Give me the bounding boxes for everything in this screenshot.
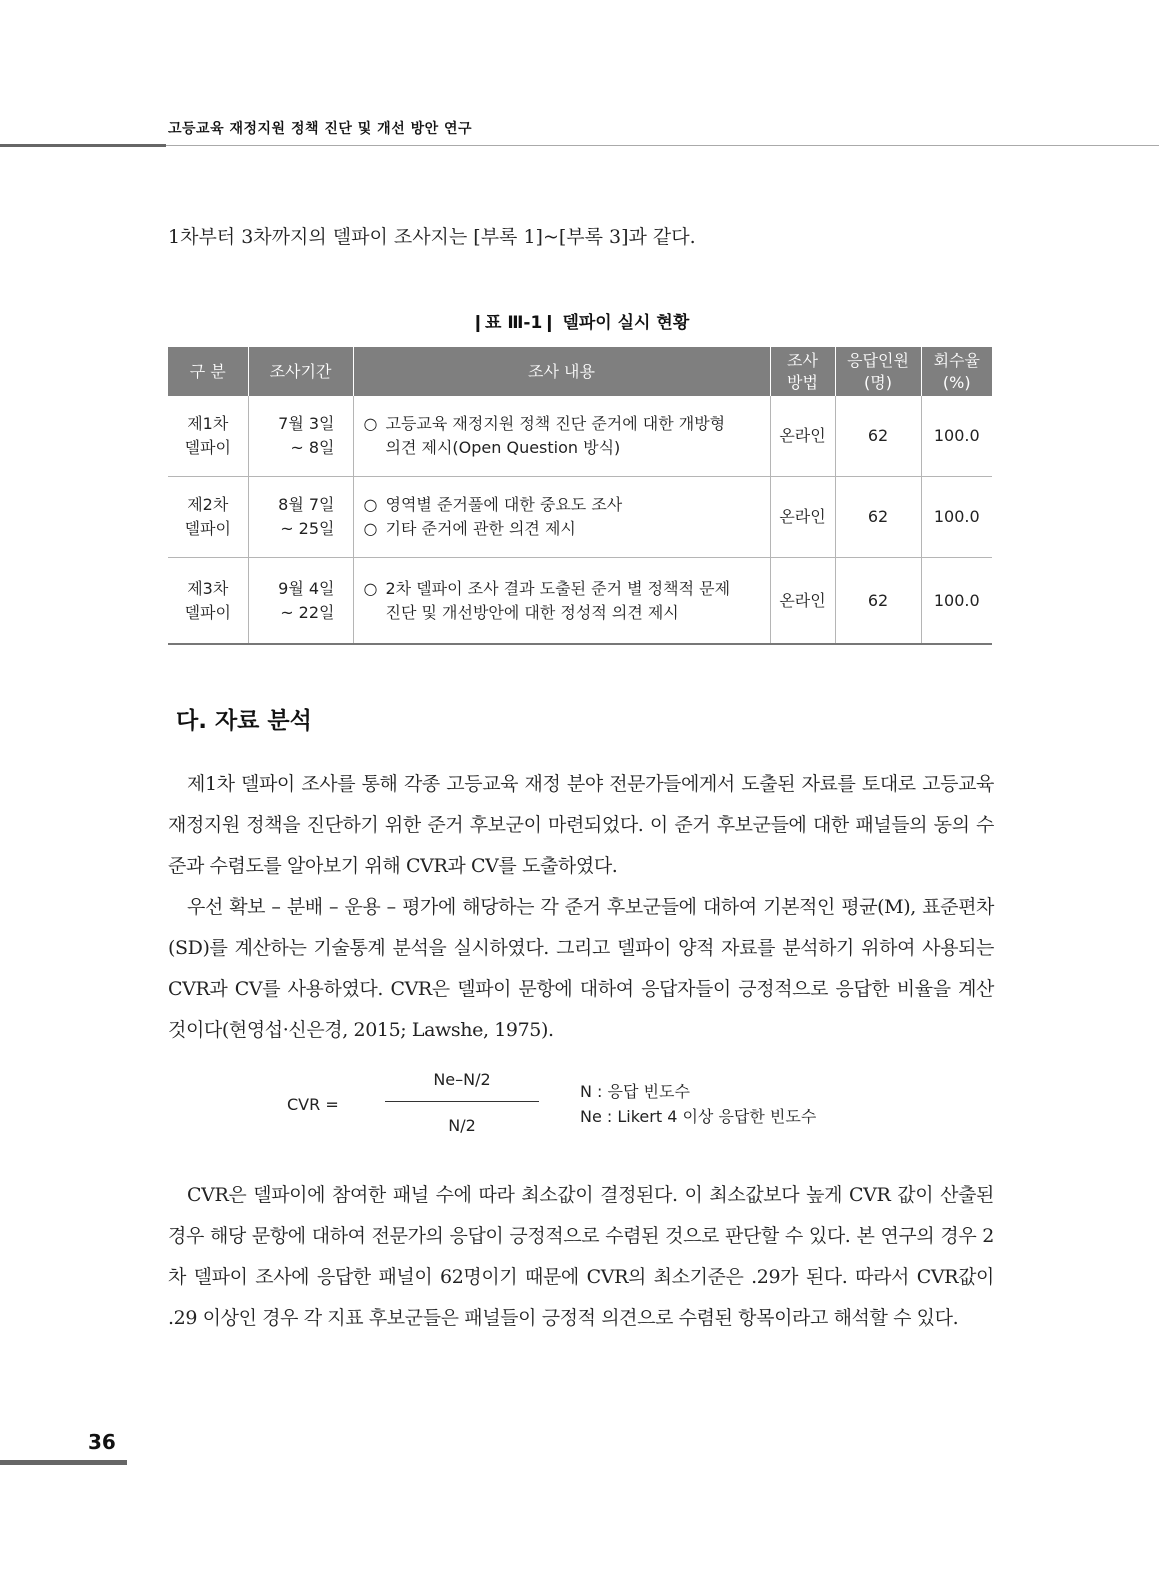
content-bullet bbox=[364, 493, 770, 517]
round-cell bbox=[168, 477, 248, 558]
period-start: 7월 3일 bbox=[278, 414, 335, 433]
formula-lhs: CVR = bbox=[287, 1095, 339, 1114]
round-label: 제3차 bbox=[187, 578, 229, 598]
header-rule bbox=[0, 144, 166, 147]
period-start: 9월 4일 bbox=[278, 578, 335, 598]
table-row bbox=[168, 558, 992, 645]
period-cell bbox=[248, 396, 353, 477]
formula-legend-ne: Ne : Likert 4 이상 응답한 빈도수 bbox=[580, 1107, 817, 1126]
header-method-line2: 방법 bbox=[787, 372, 818, 392]
respondents-cell: 62 bbox=[835, 477, 921, 558]
header-period: 조사기간 bbox=[248, 347, 353, 396]
formula-numerator: Ne–N/2 bbox=[433, 1070, 491, 1089]
bullet-circle-icon: ○ bbox=[363, 578, 378, 598]
header-rate-line1: 회수율 bbox=[933, 350, 980, 370]
method-cell: 온라인 bbox=[770, 477, 835, 558]
rate-cell: 100.0 bbox=[921, 477, 992, 558]
intro-sentence: 1차부터 3차까지의 델파이 조사지는 [부록 1]~[부록 3]과 같다. bbox=[168, 226, 696, 248]
content-bullet bbox=[364, 517, 770, 541]
bullet-line: 의견 제시(Open Question 방식) bbox=[385, 438, 621, 457]
paragraph-3: CVR은 델파이에 참여한 패널 수에 따라 최소값이 결정된다. 이 최소값보다 높게 CVR 값이 산출된 경우 해당 문항에 대하여 전문가의 응답이 긍정적으로 수렴된 것으로 판단할 수 있다. 본 연구의 경우 2차 델파이 조사에 응답한 패널이 62명이기 때문에 CVR의 최소기준은 .29가 된다. 따라서 CVR값이 .29 이상인 경우 각 지표 후보군들은 패널들이 긍정적 의견으로 수렴된 항목이라고 해석할 수 있다. bbox=[168, 1184, 994, 1329]
formula-legend-n: N : 응답 빈도수 bbox=[580, 1082, 690, 1101]
header-divider bbox=[166, 145, 1159, 146]
content-cell bbox=[353, 396, 770, 477]
round-sublabel: 델파이 bbox=[184, 519, 231, 538]
header-respondents-line1: 응답인원 bbox=[847, 350, 909, 370]
bullet-line: 2차 델파이 조사 결과 도출된 준거 별 정책적 문제 bbox=[385, 578, 731, 598]
formula-denominator: N/2 bbox=[448, 1116, 476, 1135]
bullet-text bbox=[386, 412, 726, 460]
round-sublabel: 델파이 bbox=[184, 602, 231, 622]
period-cell bbox=[248, 558, 353, 645]
rate-cell: 100.0 bbox=[921, 396, 992, 477]
round-label: 제1차 bbox=[187, 414, 229, 433]
bullet-circle-icon: ○ bbox=[363, 519, 378, 538]
header-respondents-line2: (명) bbox=[864, 372, 892, 392]
period-cell bbox=[248, 477, 353, 558]
table-caption: ❙표 Ⅲ-1❙ 델파이 실시 현황 bbox=[470, 313, 690, 333]
table-header-row bbox=[168, 347, 992, 396]
section-heading: 다. 자료 분석 bbox=[176, 708, 312, 734]
header-method-line1: 조사 bbox=[787, 350, 818, 370]
table-row bbox=[168, 396, 992, 477]
respondents-cell: 62 bbox=[835, 558, 921, 645]
running-header: 고등교육 재정지원 정책 진단 및 개선 방안 연구 bbox=[168, 121, 473, 137]
content-bullet bbox=[364, 577, 770, 625]
round-sublabel: 델파이 bbox=[184, 438, 231, 457]
period-start: 8월 7일 bbox=[278, 495, 335, 514]
header-rate-line2: (%) bbox=[942, 372, 971, 392]
paragraph-1: 제1차 델파이 조사를 통해 각종 고등교육 재정 분야 전문가들에게서 도출된 자료를 토대로 고등교육 재정지원 정책을 진단하기 위한 준거 후보군이 마련되었다. 이 준거 후보군들에 대한 패널들의 동의 수준과 수렴도를 알아보기 위해 CVR과 CV를 도출하였다. bbox=[168, 773, 994, 877]
table-row bbox=[168, 477, 992, 558]
round-label: 제2차 bbox=[187, 495, 229, 514]
method-cell: 온라인 bbox=[770, 558, 835, 645]
bullet-line: 고등교육 재정지원 정책 진단 준거에 대한 개방형 bbox=[385, 414, 726, 433]
period-end: ~ 22일 bbox=[280, 602, 335, 622]
header-rate bbox=[921, 347, 992, 396]
header-content: 조사 내용 bbox=[353, 347, 770, 396]
footer-rule bbox=[0, 1460, 127, 1465]
paragraph-2: 우선 확보 – 분배 – 운용 – 평가에 해당하는 각 준거 후보군들에 대하여 기본적인 평균(M), 표준편차(SD)를 계산하는 기술통계 분석을 실시하였다. 그리고 델파이 양적 자료를 분석하기 위하여 사용되는 CVR과 CV를 사용하였다. CVR은 델파이 문항에 대하여 응답자들이 긍정적으로 응답한 비율을 계산 것이다(현영섭·신은경, 2015; Lawshe, 1975). bbox=[168, 896, 994, 1041]
content-cell bbox=[353, 558, 770, 645]
bullet-text: 기타 준거에 관한 의견 제시 bbox=[385, 519, 576, 538]
bullet-circle-icon: ○ bbox=[363, 495, 378, 514]
method-cell: 온라인 bbox=[770, 396, 835, 477]
page-number: 36 bbox=[88, 1430, 116, 1454]
bullet-circle-icon: ○ bbox=[363, 414, 378, 433]
header-category: 구 분 bbox=[168, 347, 248, 396]
header-method bbox=[770, 347, 835, 396]
bullet-text bbox=[386, 577, 731, 625]
content-cell bbox=[353, 477, 770, 558]
period-end: ~ 25일 bbox=[280, 519, 335, 538]
round-cell bbox=[168, 558, 248, 645]
respondents-cell: 62 bbox=[835, 396, 921, 477]
round-cell bbox=[168, 396, 248, 477]
bullet-line: 진단 및 개선방안에 대한 정성적 의견 제시 bbox=[385, 602, 679, 622]
bullet-text: 영역별 준거풀에 대한 중요도 조사 bbox=[385, 495, 623, 514]
delphi-table bbox=[168, 347, 992, 645]
content-bullet bbox=[364, 412, 770, 460]
rate-cell: 100.0 bbox=[921, 558, 992, 645]
fraction-bar bbox=[385, 1101, 539, 1102]
period-end: ~ 8일 bbox=[290, 438, 335, 457]
header-respondents bbox=[835, 347, 921, 396]
